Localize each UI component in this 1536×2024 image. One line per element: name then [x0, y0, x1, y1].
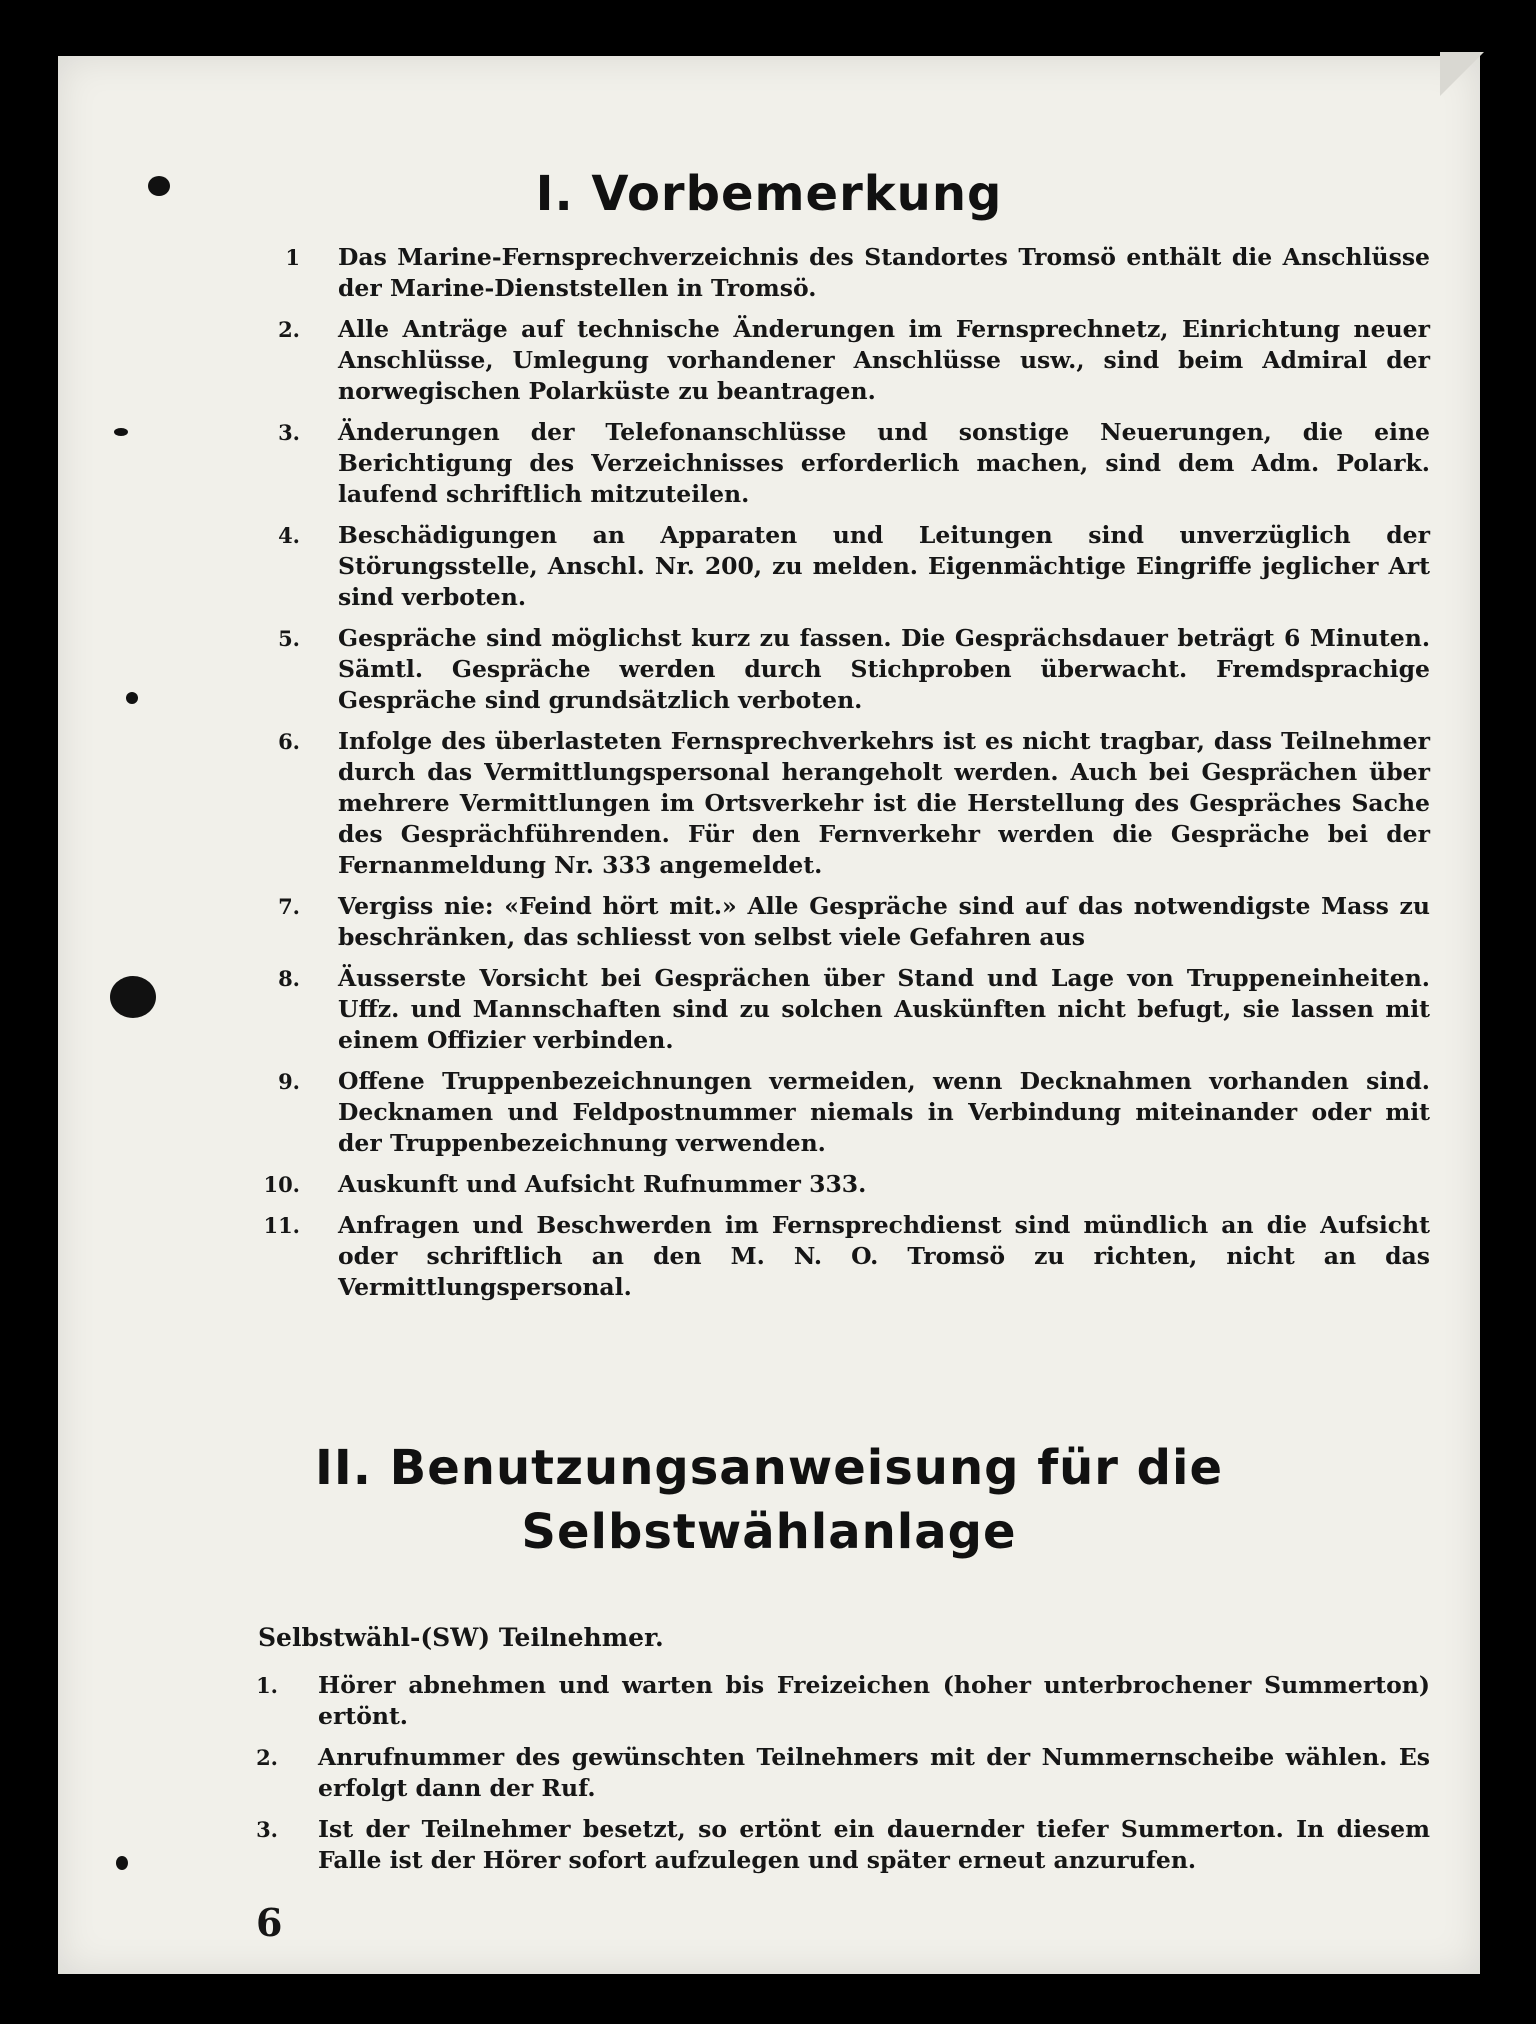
item-text: Das Marine-Fernsprechverzeichnis des Standortes Tromsö enthält die Anschlüsse der Marine-Dienststellen in Tromsö. — [338, 243, 1430, 302]
list-item — [258, 726, 1430, 881]
item-number: 10. — [263, 1172, 300, 1197]
item-number: 1. — [256, 1673, 278, 1698]
section1-title: I. Vorbemerkung — [535, 166, 1003, 222]
item-number: 2. — [256, 1745, 278, 1770]
page-number: 6 — [256, 1900, 283, 1945]
item-text: Äusserste Vorsicht bei Gesprächen über Stand und Lage von Truppeneinheiten. Uffz. und Mannschaften sind zu solchen Auskünften nicht befugt, sie lassen mit einem Offizier verbinden. — [338, 964, 1430, 1054]
list-item — [258, 1066, 1430, 1159]
item-text: Gespräche sind möglichst kurz zu fassen. Die Gesprächsdauer beträgt 6 Minuten. Sämtl. Gespräche werden durch Stichproben überwacht. Fremdsprachige Gespräche sind grundsätzlich verboten. — [338, 624, 1430, 714]
list-item — [258, 623, 1430, 716]
item-text: Anfragen und Beschwerden im Fernsprechdienst sind mündlich an die Aufsicht oder schriftlich an den M. N. O. Tromsö zu richten, nicht an das Vermittlungspersonal. — [338, 1211, 1430, 1301]
item-text: Offene Truppenbezeichnungen vermeiden, wenn Decknahmen vorhanden sind. Decknamen und Feldpostnummer niemals in Verbindung miteinander oder mit der Truppenbezeichnung verwenden. — [338, 1067, 1430, 1157]
list-item — [258, 1169, 1430, 1200]
list-item — [258, 963, 1430, 1056]
item-text: Alle Anträge auf technische Änderungen im Fernsprechnetz, Einrichtung neuer Anschlüsse, Umlegung vorhandener Anschlüsse usw., sind beim Admiral der norwegischen Polarküste zu beantragen. — [338, 315, 1430, 405]
list-item — [258, 314, 1430, 407]
list-item — [258, 891, 1430, 953]
section2-title-line1: II. Benutzungsanweisung für die — [314, 1440, 1223, 1496]
item-number: 11. — [263, 1213, 300, 1238]
list-item — [238, 1742, 1430, 1804]
document-content — [58, 56, 1480, 1974]
item-number: 7. — [278, 894, 300, 919]
item-number: 5. — [278, 626, 300, 651]
item-number: 4. — [278, 523, 300, 548]
section2-subheading: Selbstwähl-(SW) Teilnehmer. — [258, 1623, 664, 1652]
list-item — [258, 417, 1430, 510]
list-item — [238, 1670, 1430, 1732]
item-number: 8. — [278, 966, 300, 991]
item-number: 2. — [278, 317, 300, 342]
item-number: 6. — [278, 729, 300, 754]
list-item — [238, 1814, 1430, 1876]
section1-list — [258, 242, 1430, 1313]
list-item — [258, 1210, 1430, 1303]
document-page — [58, 56, 1480, 1974]
item-text: Hörer abnehmen und warten bis Freizeichen (hoher unterbrochener Summerton) ertönt. — [318, 1671, 1430, 1730]
item-number: 9. — [278, 1069, 300, 1094]
item-text: Ist der Teilnehmer besetzt, so ertönt ein dauernder tiefer Summerton. In diesem Falle ist der Hörer sofort aufzulegen und später erneut anzurufen. — [318, 1815, 1430, 1874]
list-item — [258, 242, 1430, 304]
item-text: Auskunft und Aufsicht Rufnummer 333. — [338, 1170, 867, 1198]
section2-list — [238, 1670, 1430, 1886]
item-text: Änderungen der Telefonanschlüsse und sonstige Neuerungen, die eine Berichtigung des Verzeichnisses erforderlich machen, sind dem Adm. Polark. laufend schriftlich mitzuteilen. — [338, 418, 1430, 508]
item-text: Vergiss nie: «Feind hört mit.» Alle Gespräche sind auf das notwendigste Mass zu beschränken, das schliesst von selbst viele Gefahren aus — [338, 892, 1430, 951]
item-number: 1 — [285, 245, 300, 270]
section2-title-line2: Selbstwählanlage — [521, 1504, 1017, 1560]
item-number: 3. — [278, 420, 300, 445]
list-item — [258, 520, 1430, 613]
item-number: 3. — [256, 1817, 278, 1842]
item-text: Beschädigungen an Apparaten und Leitungen sind unverzüglich der Störungsstelle, Anschl. Nr. 200, zu melden. Eigenmächtige Eingriffe jeglicher Art sind verboten. — [338, 521, 1430, 611]
item-text: Infolge des überlasteten Fernsprechverkehrs ist es nicht tragbar, dass Teilnehmer durch das Vermittlungspersonal herangeholt werden. Auch bei Gesprächen über mehrere Vermittlungen im Ortsverkehr ist die Herstellung des Gespräches Sache des Gesprächführenden. Für den Fernverkehr werden die Gespräche bei der Fernanmeldung Nr. 333 angemeldet. — [338, 727, 1430, 879]
item-text: Anrufnummer des gewünschten Teilnehmers mit der Nummernscheibe wählen. Es erfolgt dann der Ruf. — [318, 1743, 1430, 1802]
